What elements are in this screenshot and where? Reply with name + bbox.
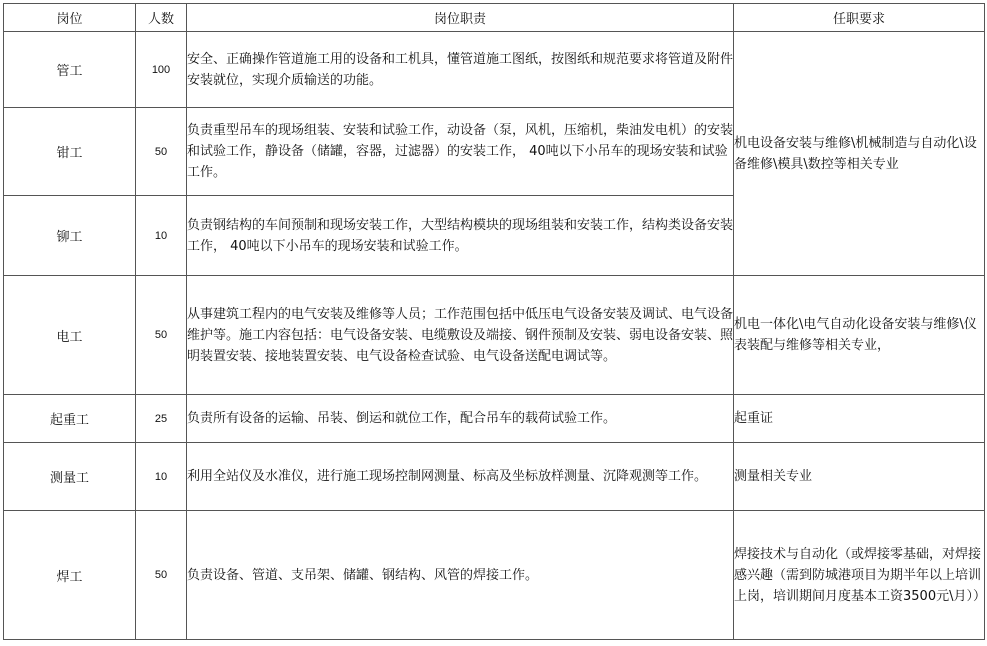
duties-cell: 从事建筑工程内的电气安装及维修等人员；工作范围包括中低压电气设备安装及调试、电气设备维护等。施工内容包括：电气设备安装、电缆敷设及端接、钢件预制及安装、弱电设备安装、照明装置安装、接地装置安装、电气设备检查试验、电气设备送配电调试等。 bbox=[187, 276, 734, 395]
table-row bbox=[4, 511, 985, 640]
header-requirements: 任职要求 bbox=[734, 4, 985, 32]
duties-cell: 负责设备、管道、支吊架、储罐、钢结构、风管的焊接工作。 bbox=[187, 511, 734, 640]
duties-cell: 负责钢结构的车间预制和现场安装工作，大型结构模块的现场组装和安装工作，结构类设备安装工作， 40吨以下小吊车的现场安装和试验工作。 bbox=[187, 196, 734, 276]
requirements-cell-surveyor: 测量相关专业 bbox=[734, 443, 985, 511]
position-cell: 钳工 bbox=[4, 108, 136, 196]
count-cell: 50 bbox=[136, 276, 187, 395]
position-cell: 管工 bbox=[4, 32, 136, 108]
duties-cell: 安全、正确操作管道施工用的设备和工机具，懂管道施工图纸，按图纸和规范要求将管道及附件安装就位，实现介质输送的功能。 bbox=[187, 32, 734, 108]
requirements-cell-mechanical: 机电设备安装与维修\机械制造与自动化\设备维修\模具\数控等相关专业 bbox=[734, 32, 985, 276]
table-row bbox=[4, 276, 985, 395]
duties-cell: 利用全站仪及水准仪，进行施工现场控制网测量、标高及坐标放样测量、沉降观测等工作。 bbox=[187, 443, 734, 511]
table-row bbox=[4, 395, 985, 443]
position-cell: 铆工 bbox=[4, 196, 136, 276]
position-cell: 电工 bbox=[4, 276, 136, 395]
count-cell: 50 bbox=[136, 511, 187, 640]
position-cell: 起重工 bbox=[4, 395, 136, 443]
table-row bbox=[4, 443, 985, 511]
count-cell: 100 bbox=[136, 32, 187, 108]
table-header-row bbox=[4, 4, 985, 32]
requirements-cell-electrical: 机电一体化\电气自动化设备安装与维修\仪表装配与维修等相关专业， bbox=[734, 276, 985, 395]
count-cell: 10 bbox=[136, 443, 187, 511]
count-cell: 25 bbox=[136, 395, 187, 443]
position-cell: 焊工 bbox=[4, 511, 136, 640]
job-requirements-table bbox=[3, 3, 985, 640]
header-count: 人数 bbox=[136, 4, 187, 32]
count-cell: 50 bbox=[136, 108, 187, 196]
requirements-cell-welder: 焊接技术与自动化（或焊接零基础，对焊接感兴趣（需到防城港项目为期半年以上培训上岗，培训期间月度基本工资3500元\月）） bbox=[734, 511, 985, 640]
duties-cell: 负责所有设备的运输、吊装、倒运和就位工作，配合吊车的载荷试验工作。 bbox=[187, 395, 734, 443]
table-row bbox=[4, 32, 985, 108]
duties-cell: 负责重型吊车的现场组装、安装和试验工作，动设备（泵，风机，压缩机，柴油发电机）的安装和试验工作，静设备（储罐，容器，过滤器）的安装工作， 40吨以下小吊车的现场安装和试验工作。 bbox=[187, 108, 734, 196]
requirements-cell-rigger: 起重证 bbox=[734, 395, 985, 443]
position-cell: 测量工 bbox=[4, 443, 136, 511]
header-duties: 岗位职责 bbox=[187, 4, 734, 32]
count-cell: 10 bbox=[136, 196, 187, 276]
header-position: 岗位 bbox=[4, 4, 136, 32]
